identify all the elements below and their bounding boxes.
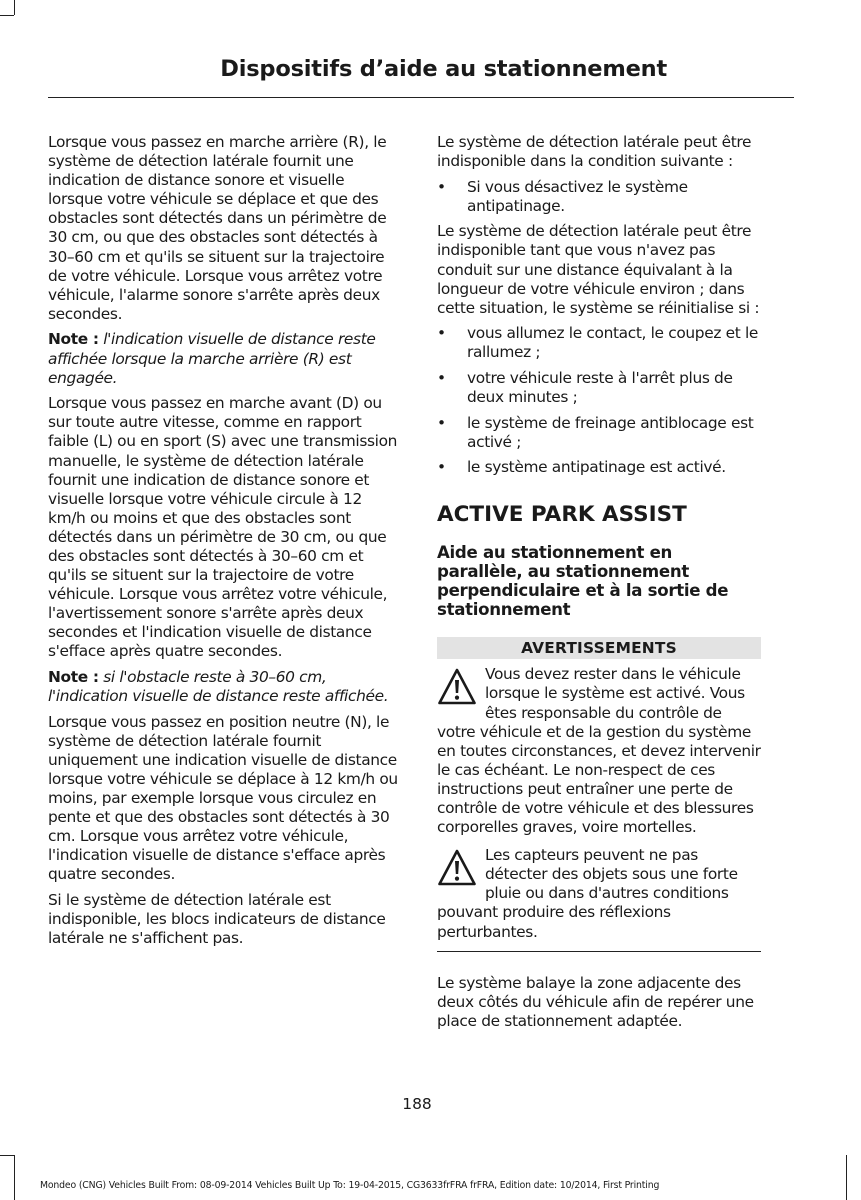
list-item-text: vous allumez le contact, le coupez et le rallumez ; bbox=[467, 324, 758, 362]
warning-triangle-icon bbox=[437, 848, 477, 888]
list-item bbox=[437, 178, 761, 216]
page-title: Dispositifs d’aide au stationnement bbox=[220, 56, 667, 82]
note-label: Note : bbox=[48, 668, 99, 687]
crop-mark bbox=[0, 15, 14, 16]
crop-mark bbox=[14, 1155, 15, 1200]
warning-block bbox=[437, 665, 761, 837]
note bbox=[48, 668, 402, 706]
paragraph: Lorsque vous passez en marche arrière (R), le système de détection latérale fournit une indication de distance sonore et visuelle lorsque votre véhicule se déplace et que des obstacles sont détectés dans un périmètre de 30 cm, ou que des obstacles sont détectés à 30–60 cm et qu'ils se situent sur la trajectoire de votre véhicule. Lorsque vous arrêtez votre véhicule, l'alarme sonore s'arrête après deux secondes. bbox=[48, 133, 387, 323]
paragraph: Lorsque vous passez en marche avant (D) ou sur toute autre vitesse, comme en rapport faible (L) ou en sport (S) avec une transmission manuelle, le système de détection latérale fournit une indication de distance sonore et visuelle lorsque votre véhicule circule à 12 km/h ou moins et que des obstacles sont détectés dans un périmètre de 30 cm, ou que des obstacles sont détectés à 30–60 cm et qu'ils se situent sur la trajectoire de votre véhicule. Lorsque vous arrêtez votre véhicule, l'avertissement sonore s'arrête après deux secondes et l'indication visuelle de distance s'efface après quatre secondes. bbox=[48, 394, 398, 661]
bullet-icon: • bbox=[437, 177, 446, 196]
warning-triangle-icon bbox=[437, 667, 477, 707]
bullet-list bbox=[437, 178, 761, 216]
header-rule bbox=[48, 97, 794, 98]
list-item bbox=[437, 324, 761, 362]
footer-text: Mondeo (CNG) Vehicles Built From: 08-09-2014 Vehicles Built Up To: 19-04-2015, CG3633frFRA frFRA, Edition date: 10/2014, First Printing bbox=[40, 1180, 660, 1191]
note-label: Note : bbox=[48, 330, 99, 349]
subsection-heading: Aide au stationnement en parallèle, au stationnement perpendiculaire et à la sortie de stationnement bbox=[437, 542, 729, 620]
paragraph: Si le système de détection latérale est indisponible, les blocs indicateurs de distance latérale ne s'affichent pas. bbox=[48, 891, 386, 948]
list-item-text: le système de freinage antiblocage est activé ; bbox=[467, 413, 754, 451]
warning-text: Vous devez rester dans le véhicule lorsque le système est activé. Vous êtes responsable du contrôle de votre véhicule et de la gestion du système en toutes circonstances, et devez intervenir le cas échéant. Le non-respect de ces instructions peut entraîner une perte de contrôle de votre véhicule et des blessures corporelles graves, voire mortelles. bbox=[437, 665, 761, 837]
bullet-icon: • bbox=[437, 324, 446, 343]
bullet-icon: • bbox=[437, 458, 446, 477]
note bbox=[48, 330, 402, 387]
paragraph: Le système balaye la zone adjacente des deux côtés du véhicule afin de repérer une place de stationnement adaptée. bbox=[437, 973, 754, 1030]
bullet-icon: • bbox=[437, 413, 446, 432]
crop-mark bbox=[846, 1155, 847, 1200]
warnings-header: AVERTISSEMENTS bbox=[437, 637, 761, 659]
warning-block bbox=[437, 846, 761, 941]
note-text: si l'obstacle reste à 30–60 cm, l'indication visuelle de distance reste affichée. bbox=[48, 668, 389, 706]
page-number: 188 bbox=[402, 1095, 432, 1113]
list-item bbox=[437, 369, 761, 407]
left-column bbox=[48, 133, 402, 955]
paragraph: Le système de détection latérale peut être indisponible dans la condition suivante : bbox=[437, 133, 752, 171]
list-item-text: votre véhicule reste à l'arrêt plus de deux minutes ; bbox=[467, 369, 733, 407]
paragraph: Le système de détection latérale peut être indisponible tant que vous n'avez pas conduit sur une distance équivalant à la longueur de votre véhicule environ ; dans cette situation, le système se réinitialise si : bbox=[437, 222, 760, 317]
crop-mark bbox=[14, 0, 15, 15]
list-item-text: le système antipatinage est activé. bbox=[467, 458, 726, 477]
right-column bbox=[437, 133, 761, 1037]
list-item-text: Si vous désactivez le système antipatinage. bbox=[467, 177, 688, 215]
paragraph: Lorsque vous passez en position neutre (N), le système de détection latérale fournit uniquement une indication visuelle de distance lorsque votre véhicule se déplace à 12 km/h ou moins, par exemple lorsque vous circulez en pente et que des obstacles sont détectés à 30 cm. Lorsque vous arrêtez votre véhicule, l'indication visuelle de distance s'efface après quatre secondes. bbox=[48, 712, 398, 884]
crop-mark bbox=[0, 1155, 14, 1156]
warning-text: Les capteurs peuvent ne pas détecter des objets sous une forte pluie ou dans d'autres conditions pouvant produire des réflexions perturbantes. bbox=[437, 846, 738, 941]
section-heading: ACTIVE PARK ASSIST bbox=[437, 501, 687, 527]
note-text: l'indication visuelle de distance reste affichée lorsque la marche arrière (R) est engagée. bbox=[48, 330, 376, 387]
bullet-icon: • bbox=[437, 369, 446, 388]
bullet-list bbox=[437, 324, 761, 477]
list-item bbox=[437, 458, 761, 477]
warning-divider bbox=[437, 951, 761, 952]
list-item bbox=[437, 414, 761, 452]
